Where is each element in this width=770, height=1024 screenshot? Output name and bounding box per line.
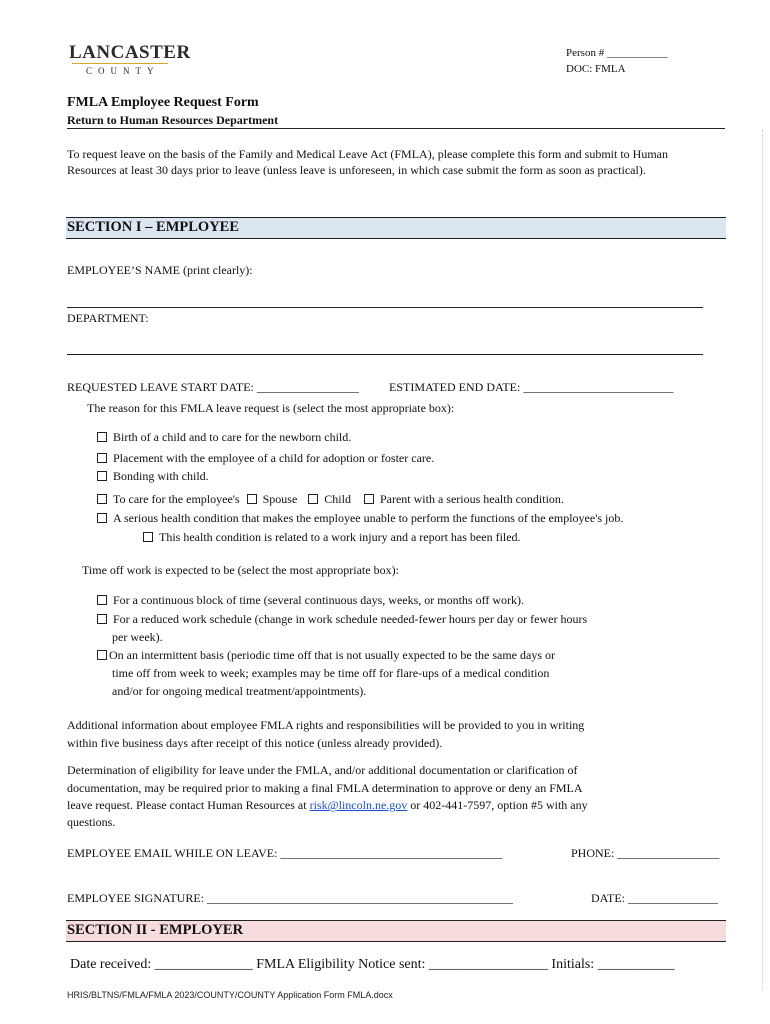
intro-text: To request leave on the basis of the Family and Medical Leave Act (FMLA), please complete this form and submit to Human Resources at least 30 days prior to leave (unless leave is unforeseen, in which case submit the form as soon as practical). bbox=[67, 147, 669, 177]
time-intermittent-continued: and/or for ongoing medical treatment/appointments). bbox=[112, 684, 367, 698]
page-title: FMLA Employee Request Form bbox=[67, 95, 259, 110]
signature-date-field[interactable]: DATE: _______________ bbox=[591, 891, 718, 905]
hr-email-link[interactable]: risk@lincoln.ne.gov bbox=[309, 798, 408, 812]
parent-checkbox[interactable] bbox=[364, 494, 374, 504]
checkbox[interactable] bbox=[97, 471, 107, 481]
reason-care-option[interactable] bbox=[97, 492, 564, 507]
reason-prompt: The reason for this FMLA leave request is (select the most appropriate box): bbox=[87, 401, 455, 415]
child-label: Child bbox=[324, 492, 351, 506]
time-intermittent-option[interactable] bbox=[97, 648, 555, 663]
option-label: A serious health condition that makes the employee unable to perform the functions of the employee's job. bbox=[113, 511, 624, 525]
option-label: On an intermittent basis (periodic time off that is not usually expected to be the same days or bbox=[109, 648, 555, 662]
footer-file-path: HRIS/BLTNS/FMLA/FMLA 2023/COUNTY/COUNTY Application Form FMLA.docx bbox=[67, 990, 393, 1000]
checkbox[interactable] bbox=[97, 614, 107, 624]
employee-name-input[interactable] bbox=[67, 307, 703, 308]
child-checkbox[interactable] bbox=[308, 494, 318, 504]
option-label: For a continuous block of time (several continuous days, weeks, or months off work). bbox=[113, 593, 525, 607]
reason-bonding-option[interactable] bbox=[97, 469, 209, 484]
employee-name-label: EMPLOYEE’S NAME (print clearly): bbox=[67, 263, 253, 277]
checkbox[interactable] bbox=[97, 513, 107, 523]
end-date-field[interactable]: ESTIMATED END DATE: _________________________ bbox=[389, 380, 674, 394]
department-label: DEPARTMENT: bbox=[67, 311, 149, 325]
phone-field[interactable]: PHONE: _________________ bbox=[571, 846, 720, 860]
eligibility-info-line bbox=[67, 796, 588, 814]
employee-email-field[interactable]: EMPLOYEE EMAIL WHILE ON LEAVE: _____________________________________ bbox=[67, 846, 503, 860]
eligibility-info-line: Determination of eligibility for leave under the FMLA, and/or additional documentation or clarification of bbox=[67, 763, 578, 777]
spouse-label: Spouse bbox=[262, 492, 298, 506]
department-input[interactable] bbox=[67, 354, 703, 355]
section-1-title: SECTION I – EMPLOYEE bbox=[67, 219, 240, 235]
checkbox[interactable] bbox=[97, 595, 107, 605]
option-label: This health condition is related to a work injury and a report has been filed. bbox=[159, 530, 521, 544]
option-label: Birth of a child and to care for the newborn child. bbox=[113, 430, 352, 444]
checkbox[interactable] bbox=[97, 453, 107, 463]
reason-birth-option[interactable] bbox=[97, 430, 351, 445]
employer-fields bbox=[70, 957, 675, 973]
person-number-field[interactable]: Person # ___________ bbox=[566, 47, 668, 59]
work-injury-option[interactable] bbox=[143, 530, 521, 545]
title-divider bbox=[67, 128, 725, 129]
logo-divider bbox=[72, 63, 168, 64]
notice-sent-field[interactable]: FMLA Eligibility Notice sent: _________________ bbox=[256, 957, 548, 972]
checkbox[interactable] bbox=[143, 532, 153, 542]
checkbox[interactable] bbox=[97, 494, 107, 504]
rights-info-line: within five business days after receipt of this notice (unless already provided). bbox=[67, 736, 443, 750]
time-reduced-continued: per week). bbox=[112, 630, 163, 644]
checkbox[interactable] bbox=[97, 432, 107, 442]
start-date-field[interactable]: REQUESTED LEAVE START DATE: _________________ bbox=[67, 380, 359, 394]
eligibility-text: or 402-441-7597, option #5 with any bbox=[410, 798, 588, 812]
page-subtitle: Return to Human Resources Department bbox=[67, 113, 279, 127]
section-2-title: SECTION II - EMPLOYER bbox=[67, 922, 244, 938]
parent-label: Parent with a serious health condition. bbox=[379, 492, 564, 506]
option-label: For a reduced work schedule (change in work schedule needed-fewer hours per day or fewer hours bbox=[113, 612, 588, 626]
option-label: To care for the employee's bbox=[113, 492, 240, 506]
option-label: Placement with the employee of a child for adoption or foster care. bbox=[113, 451, 435, 465]
section-1-header bbox=[66, 217, 726, 239]
employee-signature-field[interactable]: EMPLOYEE SIGNATURE: ___________________________________________________ bbox=[67, 891, 513, 905]
eligibility-text: leave request. Please contact Human Resources at bbox=[67, 798, 307, 812]
eligibility-info-line: questions. bbox=[67, 815, 116, 829]
eligibility-info-line: documentation, may be required prior to making a final FMLA determination to approve or deny an FMLA bbox=[67, 781, 583, 795]
time-intermittent-continued: time off from week to week; examples may be time off for flare-ups of a medical condition bbox=[112, 666, 550, 680]
date-received-field[interactable]: Date received: ______________ bbox=[70, 957, 253, 972]
time-off-prompt: Time off work is expected to be (select the most appropriate box): bbox=[82, 563, 399, 577]
option-label: Bonding with child. bbox=[113, 469, 209, 483]
rights-info-line: Additional information about employee FMLA rights and responsibilities will be provided to you in writing bbox=[67, 718, 585, 732]
logo-name: LANCASTER bbox=[69, 42, 191, 63]
time-reduced-option[interactable] bbox=[97, 612, 587, 627]
section-2-header bbox=[66, 920, 726, 942]
reason-placement-option[interactable] bbox=[97, 451, 434, 466]
initials-field[interactable]: Initials: ___________ bbox=[551, 957, 675, 972]
doc-label: DOC: FMLA bbox=[566, 63, 626, 75]
spouse-checkbox[interactable] bbox=[247, 494, 257, 504]
reason-serious-condition-option[interactable] bbox=[97, 511, 623, 526]
checkbox[interactable] bbox=[97, 650, 107, 660]
page-edge-marks bbox=[762, 130, 764, 990]
time-continuous-option[interactable] bbox=[97, 593, 524, 608]
logo-county: COUNTY bbox=[86, 66, 160, 76]
